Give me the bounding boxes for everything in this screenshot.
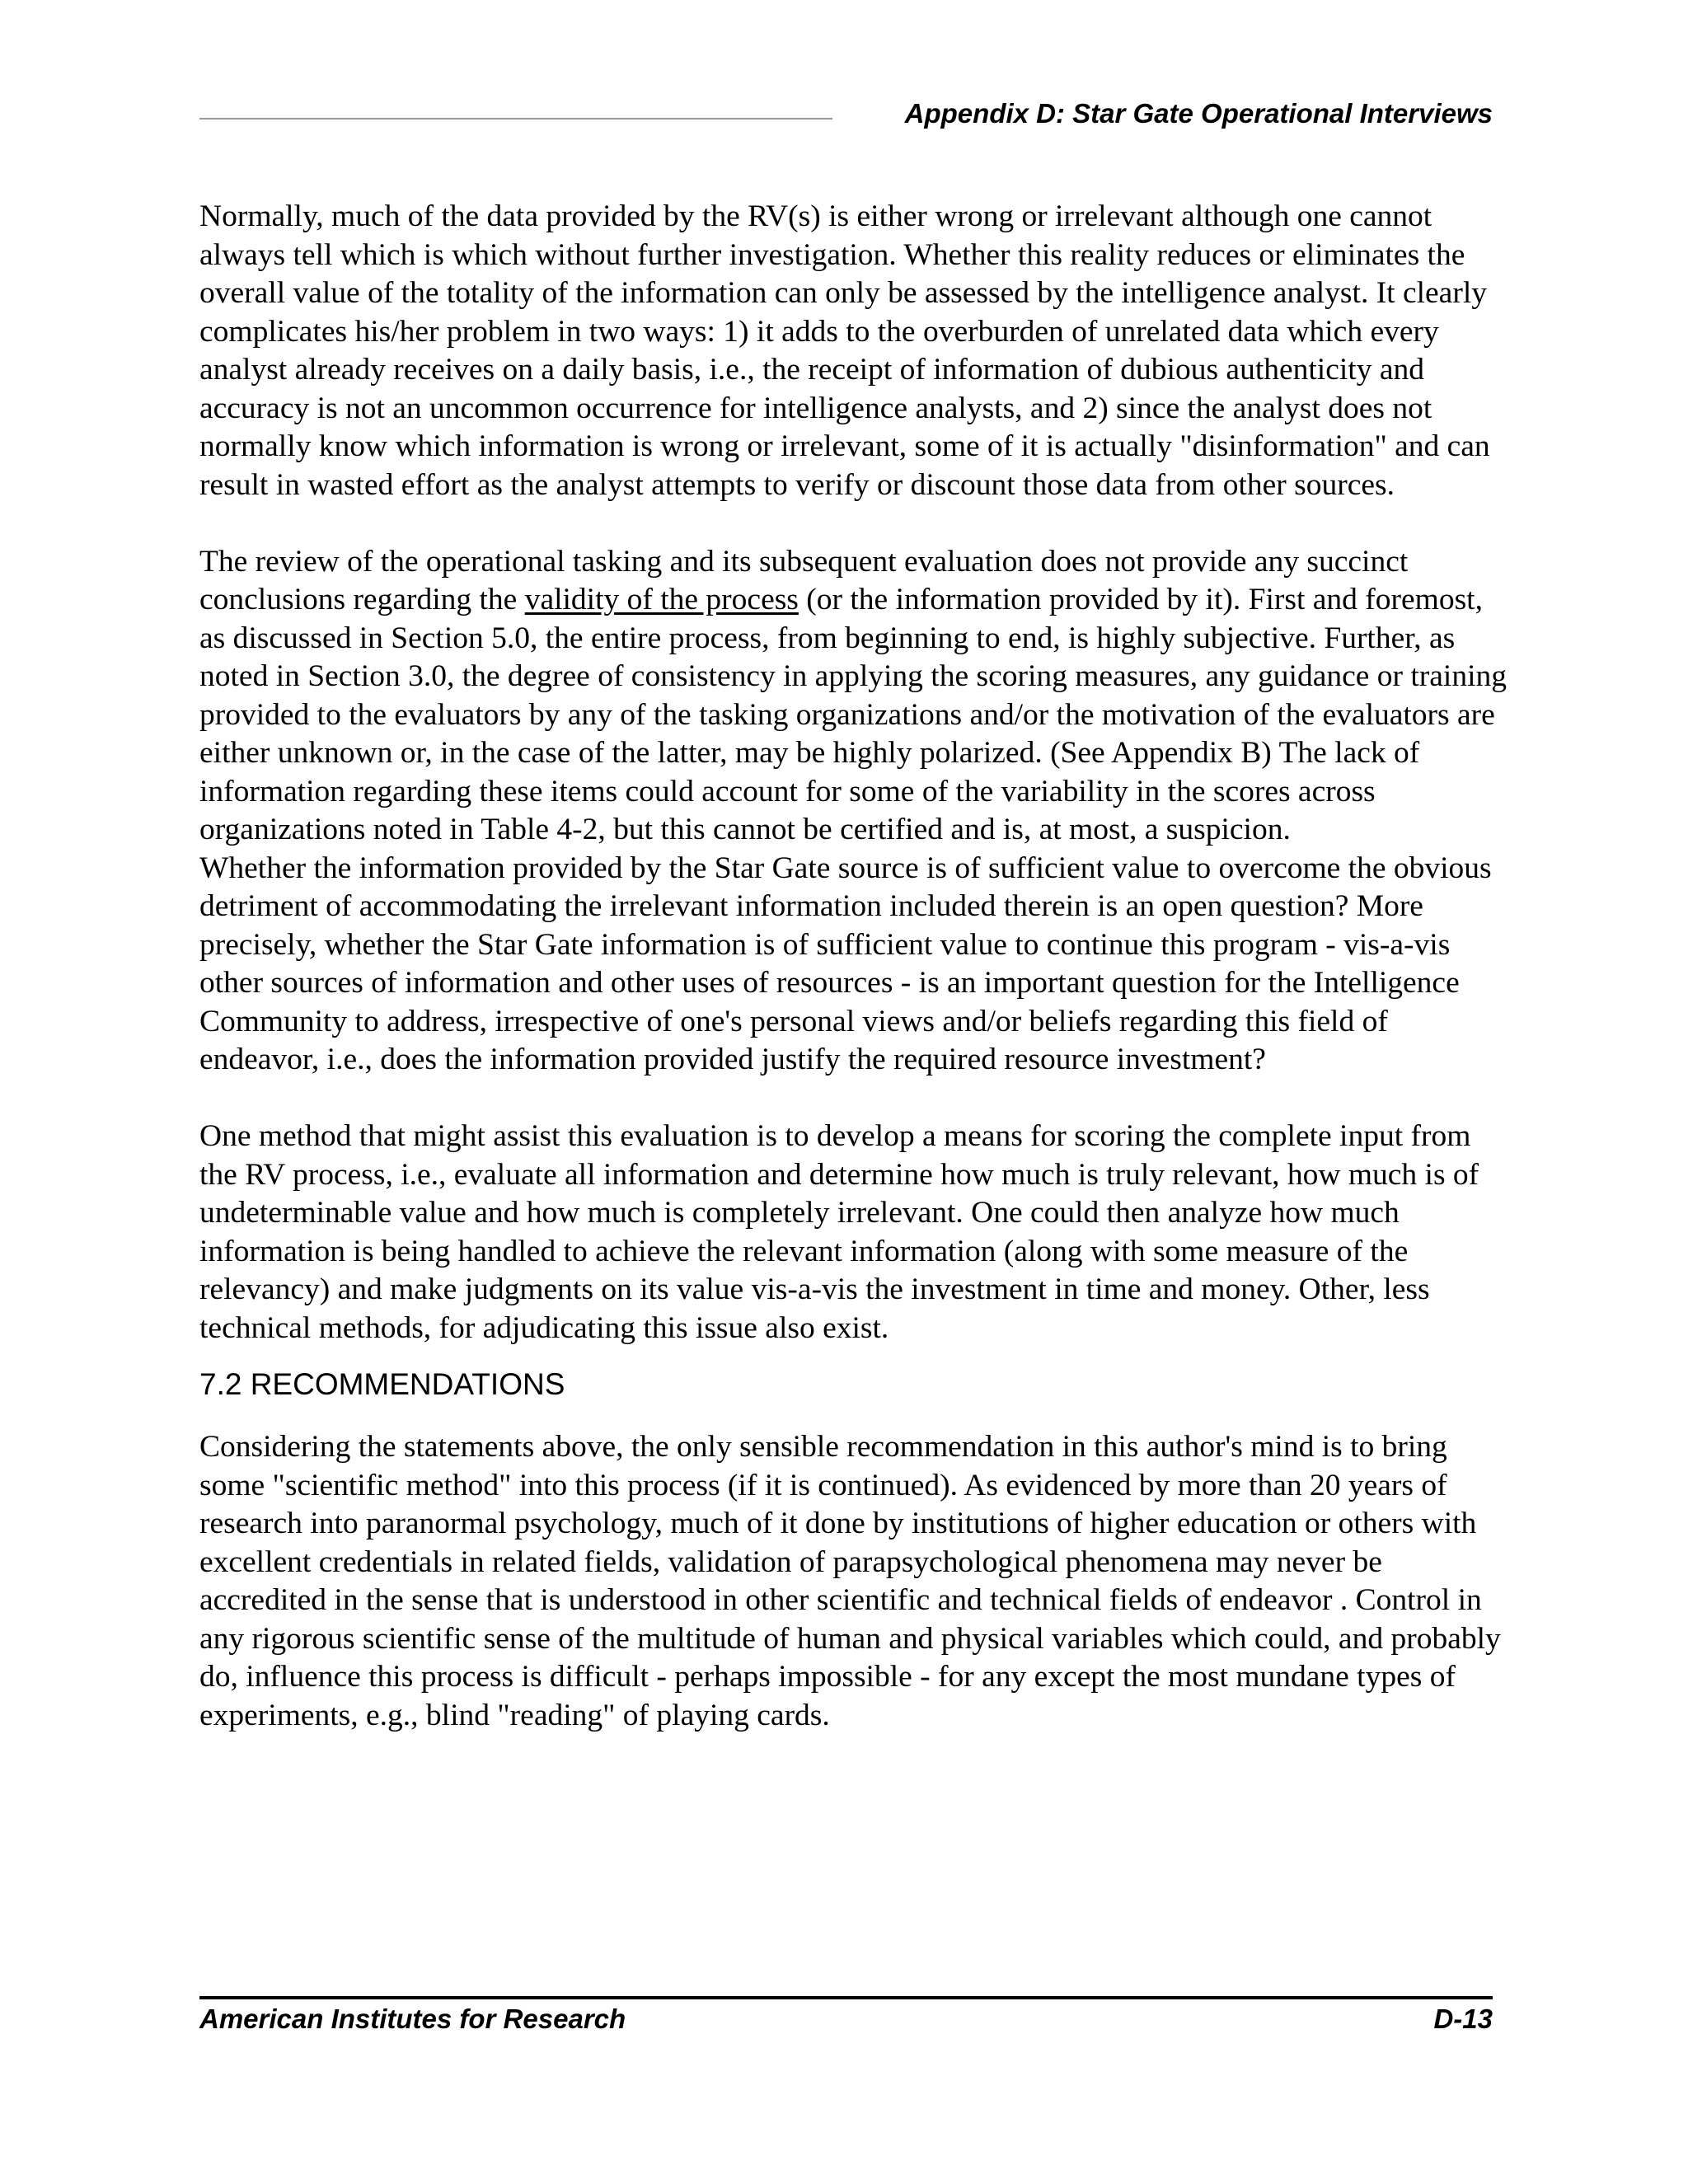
header-title: Appendix D: Star Gate Operational Interviews bbox=[904, 98, 1493, 129]
footer-organization: American Institutes for Research bbox=[199, 2004, 626, 2034]
section-heading: 7.2 RECOMMENDATIONS bbox=[199, 1367, 565, 1401]
paragraph-2 bbox=[199, 543, 1510, 850]
paragraph-gap bbox=[199, 1080, 1510, 1118]
paragraph-gap bbox=[199, 504, 1510, 543]
body-text bbox=[199, 198, 1510, 1735]
paragraph-3: Whether the information provided by the Star Gate source is of sufficient value to overcome the obvious detriment of accommodating the irrelevant information included therein is an open question? More precisely, whether the Star Gate information is of sufficient value to continue this program - vis-a-vis other sources of information and other uses of resources - is an important question for the Intelligence Community to address, irrespective of one's personal views and/or beliefs regarding this field of endeavor, i.e., does the information provided justify the required resource investment? bbox=[199, 851, 1492, 1076]
paragraph-2-text-end: (or the information provided by it). First and foremost, as discussed in Section 5.0, the entire process, from beginning to end, is highly subjective. Further, as noted in Section 3.0, the degree of consistency in applying the scoring measures, any guidance or training provided to the evaluators by any of the tasking organizations and/or the motivation of the evaluators are either unknown or, in the case of the latter, may be highly polarized. (See Appendix B) The lack of information regarding these items could account for some of the variability in the scores across organizations noted in Table 4-2, but this cannot be certified and is, at most, a suspicion. bbox=[199, 583, 1507, 846]
paragraph-5: Considering the statements above, the only sensible recommendation in this author's mind is to bring some "scientific method" into this process (if it is continued). As evidenced by more than 20 years of research into paranormal psychology, much of it done by institutions of higher education or others with excellent credentials in related fields, validation of parapsychological phenomena may never be accredited in the sense that is understood in other scientific and technical fields of endeavor . Control in any rigorous scientific sense of the multitude of human and physical variables which could, and probably do, influence this process is difficult - perhaps impossible - for any except the most mundane types of experiments, e.g., blind "reading" of playing cards. bbox=[199, 1430, 1501, 1732]
header-rule bbox=[199, 118, 832, 120]
footer-page-number: D-13 bbox=[1433, 2004, 1493, 2034]
paragraph-1: Normally, much of the data provided by the RV(s) is either wrong or irrelevant although one cannot always tell which is which without further investigation. Whether this reality reduces or eliminates the overall value of the totality of the information can only be assessed by the intelligence analyst. It clearly complicates his/her problem in two ways: 1) it adds to the overburden of unrelated data which every analyst already receives on a daily basis, i.e., the receipt of information of dubious authenticity and accuracy is not an uncommon occurrence for intelligence analysts, and 2) since the analyst does not normally know which information is wrong or irrelevant, some of it is actually "disinformation" and can result in wasted effort as the analyst attempts to verify or discount those data from other sources. bbox=[199, 199, 1490, 502]
paragraph-2-text-start: The review of the operational tasking and its subsequent evaluation does not provide any succinct conclusions regarding the bbox=[199, 544, 1409, 616]
underlined-phrase: validity of the process bbox=[524, 583, 799, 616]
paragraph-4: One method that might assist this evaluation is to develop a means for scoring the complete input from the RV process, i.e., evaluate all information and determine how much is truly relevant, how much is of undeterminable value and how much is completely irrelevant. One could then analyze how much information is being handled to achieve the relevant information (along with some measure of the relevancy) and make judgments on its value vis-a-vis the investment in time and money. Other, less technical methods, for adjudicating this issue also exist. bbox=[199, 1119, 1479, 1345]
footer-rule bbox=[199, 1996, 1493, 1999]
